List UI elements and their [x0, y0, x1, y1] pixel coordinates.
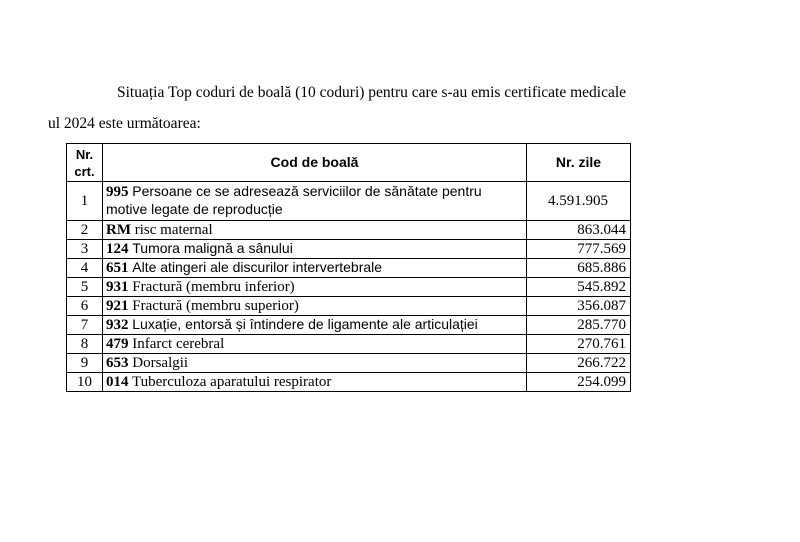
disease-code: 653 [106, 354, 129, 371]
row-number: 7 [67, 316, 103, 335]
disease-code: 995 [106, 184, 129, 200]
disease-codes-table [66, 143, 631, 392]
disease-description: Fractură (membru superior) [132, 297, 299, 314]
table-row [67, 259, 631, 278]
days-value: 777.569 [527, 240, 631, 259]
disease-cell [103, 278, 527, 297]
row-number: 9 [67, 354, 103, 373]
disease-description: Tumora malignă a sânului [132, 240, 293, 256]
row-number: 2 [67, 221, 103, 240]
row-number: 4 [67, 259, 103, 278]
disease-code: 014 [106, 373, 129, 390]
table-row [67, 335, 631, 354]
disease-code: 932 [106, 317, 129, 333]
disease-code: 479 [106, 335, 129, 352]
row-number: 10 [67, 373, 103, 392]
days-value: 863.044 [527, 221, 631, 240]
disease-cell [103, 316, 527, 335]
table-row [67, 182, 631, 221]
disease-code: 931 [106, 278, 129, 295]
disease-cell [103, 182, 527, 221]
disease-cell [103, 373, 527, 392]
header-nr-zile: Nr. zile [527, 144, 631, 182]
days-value: 4.591.905 [527, 182, 631, 221]
disease-cell [103, 259, 527, 278]
days-value: 266.722 [527, 354, 631, 373]
disease-code: 651 [106, 260, 129, 276]
header-cod-boala: Cod de boală [103, 144, 527, 182]
days-value: 285.770 [527, 316, 631, 335]
disease-cell [103, 297, 527, 316]
row-number: 3 [67, 240, 103, 259]
disease-cell [103, 335, 527, 354]
disease-description: Fractură (membru inferior) [132, 278, 295, 295]
table-row [67, 240, 631, 259]
row-number: 1 [67, 182, 103, 221]
disease-code: RM [106, 221, 131, 238]
header-nr-crt: Nr. crt. [67, 144, 103, 182]
disease-description: Tuberculoza aparatului respirator [131, 373, 332, 390]
days-value: 685.886 [527, 259, 631, 278]
disease-description: Persoane ce se adresează serviciilor de sănătate pentru motive legate de reproducție [106, 183, 482, 217]
table-row [67, 297, 631, 316]
table-header-row [67, 144, 631, 182]
disease-cell [103, 354, 527, 373]
disease-description: risc maternal [134, 221, 213, 238]
days-value: 254.099 [527, 373, 631, 392]
table-row [67, 278, 631, 297]
row-number: 8 [67, 335, 103, 354]
table-row [67, 316, 631, 335]
disease-description: Luxație, entorsă și întindere de ligamente ale articulației [132, 316, 478, 332]
table-row [67, 354, 631, 373]
days-value: 270.761 [527, 335, 631, 354]
row-number: 5 [67, 278, 103, 297]
intro-line-2: ul 2024 este următoarea: [48, 115, 201, 132]
table-row [67, 221, 631, 240]
disease-cell [103, 240, 527, 259]
days-value: 356.087 [527, 297, 631, 316]
disease-description: Dorsalgii [132, 354, 189, 371]
table-row [67, 373, 631, 392]
disease-description: Infarct cerebral [132, 335, 225, 352]
disease-code: 921 [106, 297, 129, 314]
disease-description: Alte atingeri ale discurilor intervertebrale [132, 259, 383, 275]
disease-cell [103, 221, 527, 240]
row-number: 6 [67, 297, 103, 316]
days-value: 545.892 [527, 278, 631, 297]
disease-code: 124 [106, 241, 129, 257]
intro-line-1: Situația Top coduri de boală (10 coduri) pentru care s-au emis certificate medicale [117, 84, 627, 101]
